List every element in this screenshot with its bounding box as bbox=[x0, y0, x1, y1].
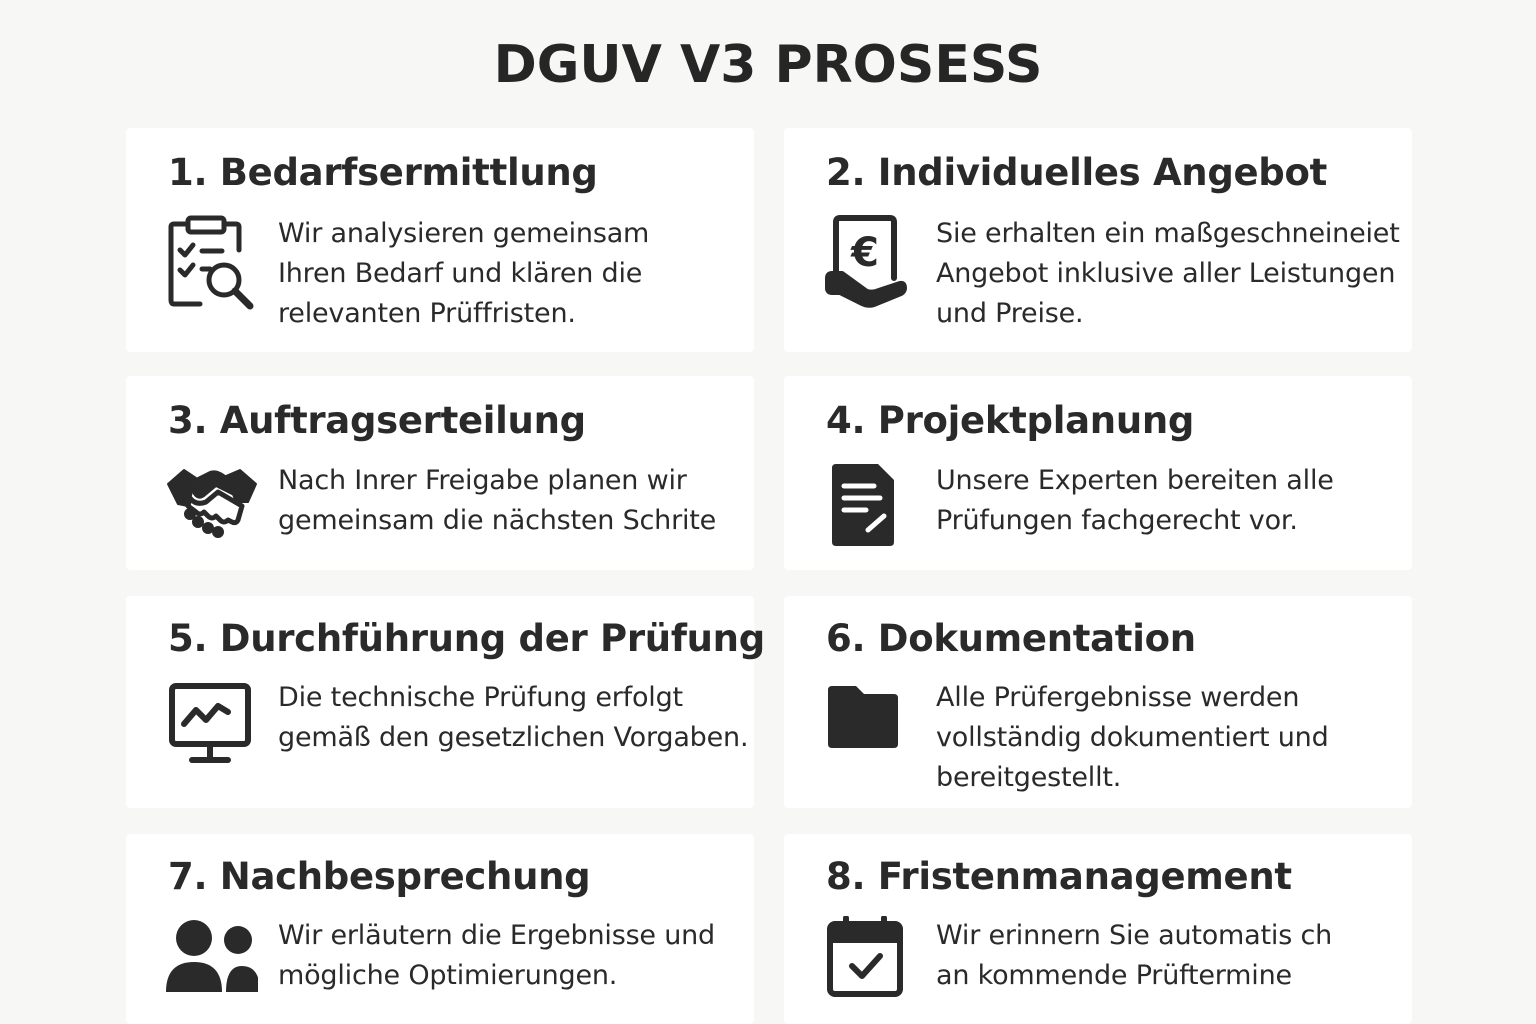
step-card-7 bbox=[126, 834, 754, 1024]
description-line: an kommende Prüftermine bbox=[936, 960, 1292, 991]
description-line: gemeinsam die nächsten Schrite bbox=[278, 505, 717, 536]
description-line: Ihren Bedarf und klären die bbox=[278, 258, 643, 289]
step-heading: 2. Individuelles Angebot bbox=[826, 151, 1327, 194]
step-heading: 1. Bedarfsermittlung bbox=[168, 151, 598, 194]
step-description bbox=[278, 678, 748, 758]
step-heading: 8. Fristenmanagement bbox=[826, 855, 1292, 898]
page-title: DGUV V3 PROSESS bbox=[493, 35, 1043, 95]
step-heading: 5. Durchführung der Prüfung bbox=[168, 617, 765, 660]
description-line: Sie erhalten ein maßgeschneineiet bbox=[936, 218, 1400, 249]
monitor-chart-icon bbox=[166, 682, 258, 778]
description-line: mögliche Optimierungen. bbox=[278, 960, 618, 991]
step-heading: 4. Projektplanung bbox=[826, 399, 1195, 442]
description-line: und Preise. bbox=[936, 298, 1084, 329]
description-line: Unsere Experten bereiten alle bbox=[936, 465, 1334, 496]
description-line: bereitgestellt. bbox=[936, 762, 1122, 793]
description-line: Prüfungen fachgerecht vor. bbox=[936, 505, 1298, 536]
step-card-5 bbox=[126, 596, 765, 808]
description-line: vollständig dokumentiert und bbox=[936, 722, 1329, 753]
step-card-4 bbox=[784, 376, 1412, 570]
svg-text:€: € bbox=[851, 230, 879, 276]
description-line: relevanten Prüffristen. bbox=[278, 298, 576, 329]
description-line: Nach Inrer Freigabe planen wir bbox=[278, 465, 687, 496]
step-card-1 bbox=[126, 128, 754, 352]
step-heading: 6. Dokumentation bbox=[826, 617, 1196, 660]
clipboard-search-icon bbox=[166, 214, 258, 310]
step-card-8 bbox=[784, 834, 1412, 1024]
step-card-3 bbox=[126, 376, 754, 570]
step-description bbox=[936, 916, 1406, 996]
description-line: Angebot inklusive aller Leistungen bbox=[936, 258, 1396, 289]
step-description bbox=[936, 214, 1406, 334]
description-line: gemäß den gesetzlichen Vorgaben. bbox=[278, 722, 749, 753]
description-line: Wir erläutern die Ergebnisse und bbox=[278, 920, 715, 951]
step-card-6 bbox=[784, 596, 1412, 808]
description-line: Alle Prüfergebnisse werden bbox=[936, 682, 1300, 713]
folder-icon bbox=[824, 682, 916, 778]
step-description bbox=[278, 916, 748, 996]
description-line: Die technische Prüfung erfolgt bbox=[278, 682, 683, 713]
step-description bbox=[936, 678, 1406, 798]
calendar-check-icon bbox=[824, 916, 916, 1012]
document-edit-icon bbox=[824, 462, 916, 558]
description-line: Wir analysieren gemeinsam bbox=[278, 218, 650, 249]
description-line: Wir erinnern Sie automatis ch bbox=[936, 920, 1332, 951]
euro-offer-icon bbox=[824, 214, 916, 310]
step-description bbox=[936, 461, 1406, 541]
step-description bbox=[278, 461, 748, 541]
step-description bbox=[278, 214, 748, 334]
step-heading: 7. Nachbesprechung bbox=[168, 855, 591, 898]
step-card-2 bbox=[784, 128, 1412, 352]
step-heading: 3. Auftragserteilung bbox=[168, 399, 586, 442]
handshake-icon bbox=[166, 462, 258, 558]
people-icon bbox=[166, 916, 258, 1012]
